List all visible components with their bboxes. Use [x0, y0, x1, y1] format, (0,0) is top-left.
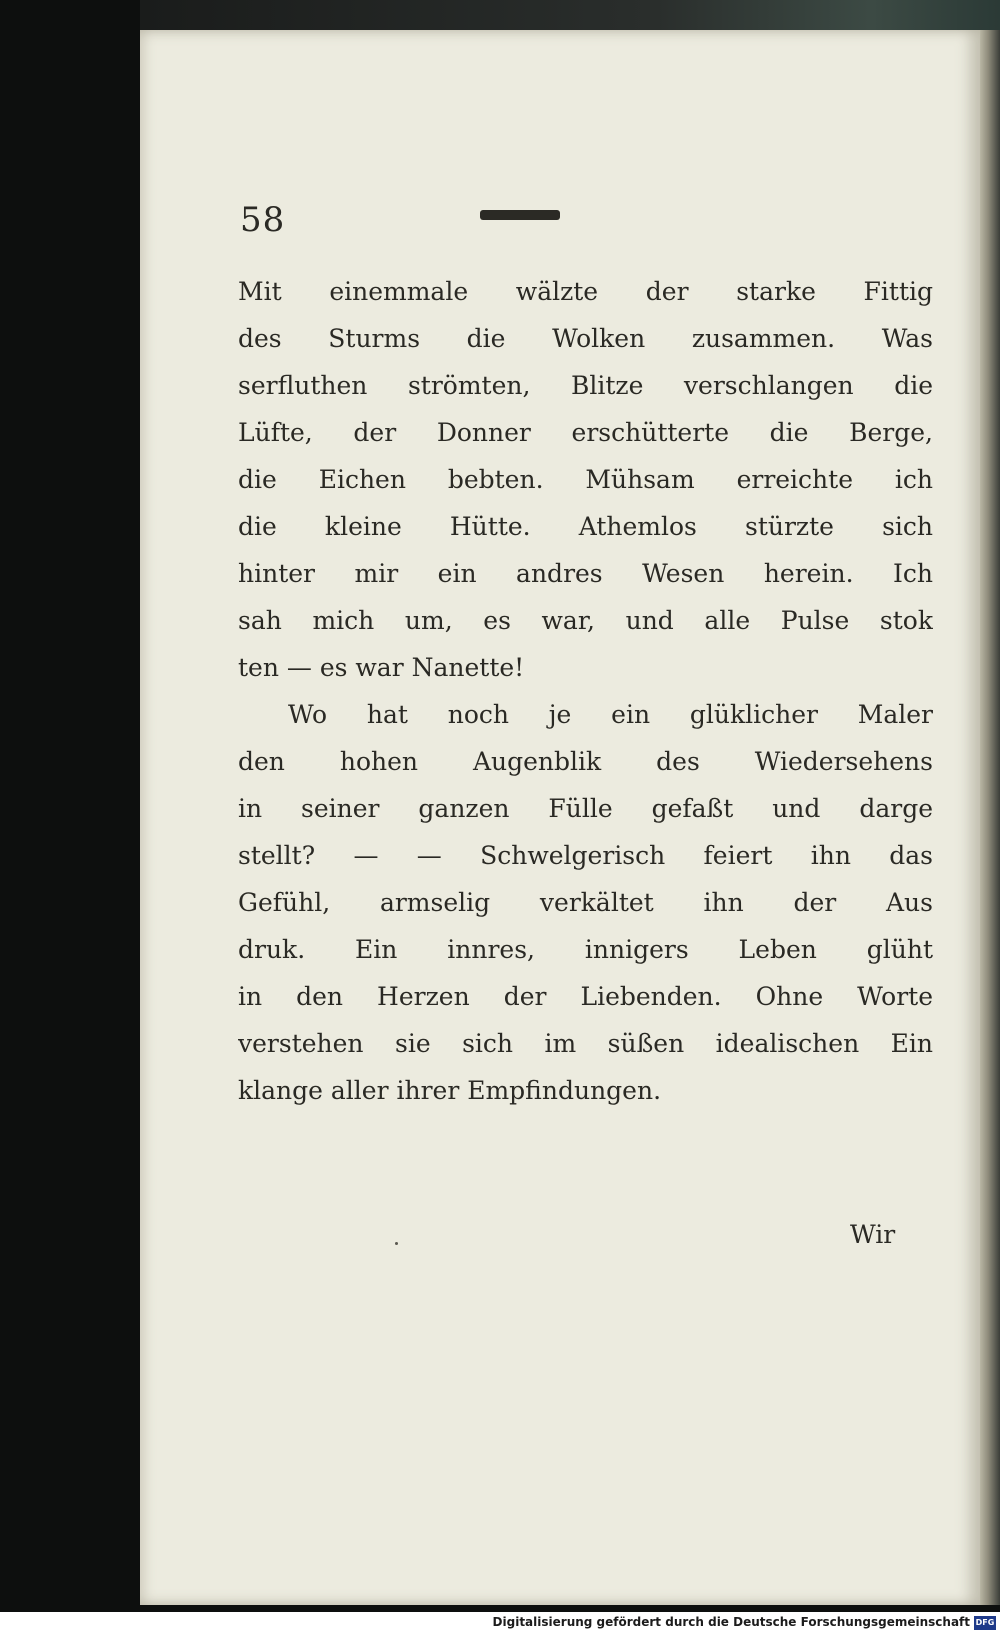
text-line: ten — es war Nanette! [238, 653, 525, 682]
dfg-logo-icon: DFG [974, 1616, 996, 1630]
text-line: Gefühl, armselig verkältet ihn der Aus [238, 888, 933, 917]
text-line: die Eichen bebten. Mühsam erreichte ich [238, 465, 933, 494]
text-line: in den Herzen der Liebenden. Ohne Worte [238, 982, 933, 1011]
page-edge [980, 30, 1000, 1605]
ink-speck [395, 1242, 398, 1245]
text-line: verstehen sie sich im süßen idealischen Ein [238, 1029, 933, 1058]
header-rule [480, 210, 560, 220]
text-line: Wo hat noch je ein glüklicher Maler [288, 700, 933, 729]
text-line: die kleine Hütte. Athemlos stürzte sich [238, 512, 933, 541]
text-line: serfluthen strömten, Blitze verschlangen die [238, 371, 933, 400]
text-line: Lüfte, der Donner erschütterte die Berge, [238, 418, 933, 447]
text-line: klange aller ihrer Empfindungen. [238, 1076, 662, 1105]
text-line: sah mich um, es war, und alle Pulse stok [238, 606, 933, 635]
funding-notice: Digitalisierung gefördert durch die Deutsche Forschungsgemeinschaft [492, 1615, 970, 1629]
text-line: des Sturms die Wolken zusammen. Was [238, 324, 933, 353]
text-line: Mit einemmale wälzte der starke Fittig [238, 277, 933, 306]
body-text [238, 268, 933, 1114]
scan-background-strip [140, 0, 1000, 30]
text-line: den hohen Augenblik des Wiedersehens [238, 747, 933, 776]
text-line: hinter mir ein andres Wesen herein. Ich [238, 559, 933, 588]
catchword: Wir [850, 1220, 896, 1249]
text-line: stellt? — — Schwelgerisch feiert ihn das [238, 841, 933, 870]
page-number: 58 [240, 200, 286, 240]
text-line: druk. Ein innres, innigers Leben glüht [238, 935, 933, 964]
footer-bar [0, 1612, 1000, 1635]
text-line: in seiner ganzen Fülle gefaßt und darge [238, 794, 933, 823]
